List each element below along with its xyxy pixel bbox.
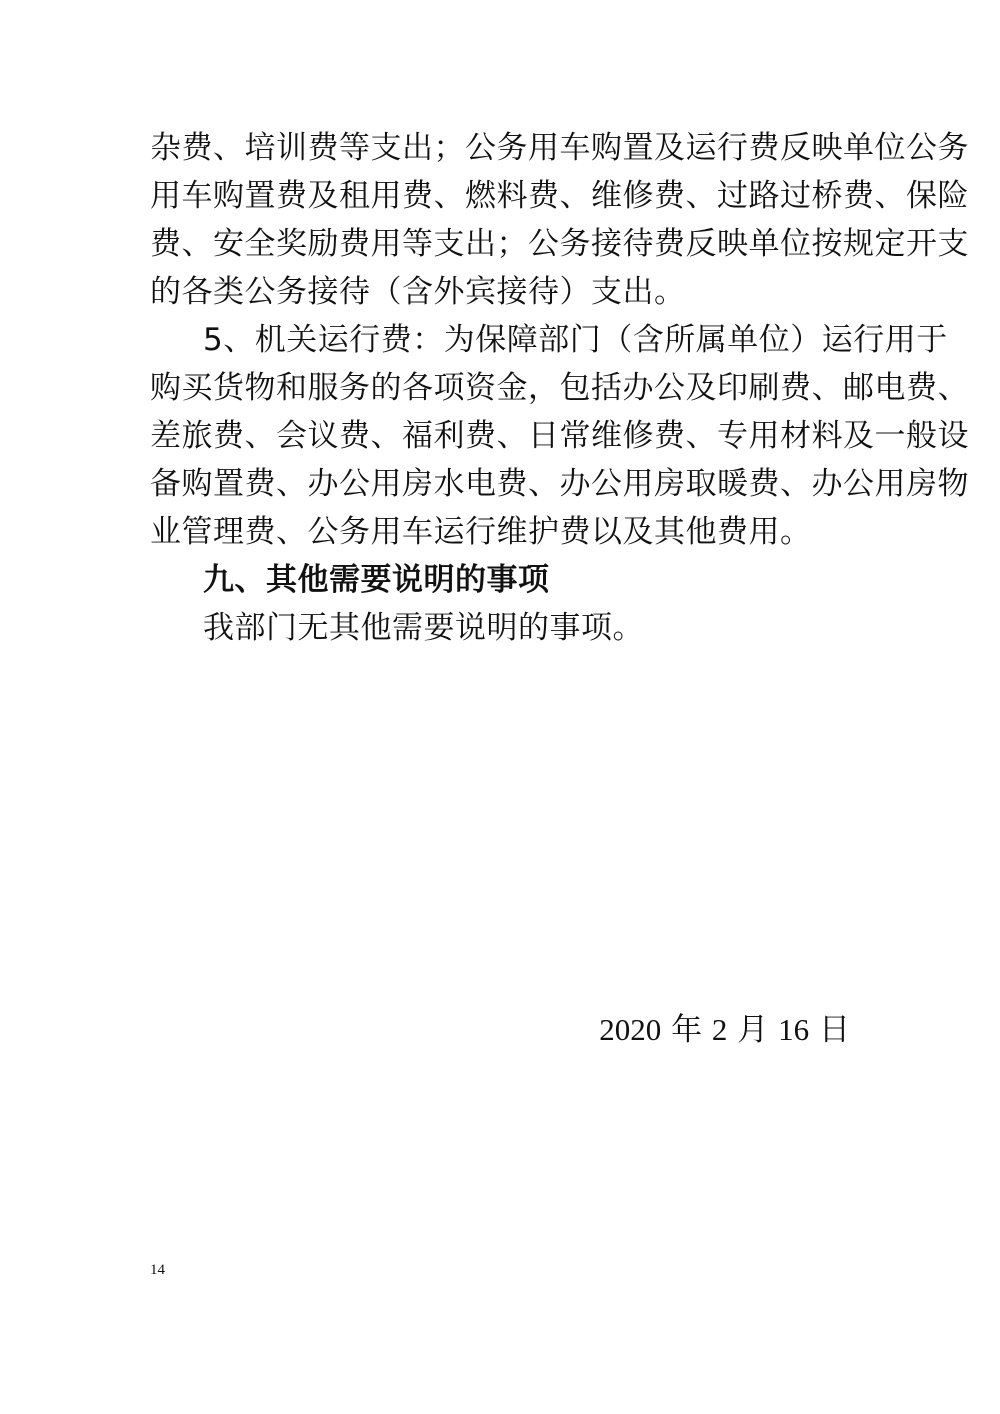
date-month: 2 — [711, 1012, 728, 1047]
paragraph-line: 备购置费、办公用房水电费、办公用房取暖费、办公用房物 — [150, 466, 969, 502]
page-number: 14 — [150, 1262, 165, 1278]
section-text: 我部门无其他需要说明的事项。 — [203, 610, 644, 646]
paragraph-line: 费、安全奖励费用等支出；公务接待费反映单位按规定开支 — [150, 226, 969, 262]
date-year: 2020 — [599, 1012, 662, 1047]
signature-date — [599, 1010, 850, 1050]
paragraph-line: 差旅费、会议费、福利费、日常维修费、专用材料及一般设 — [150, 418, 969, 454]
date-month-unit: 月 — [737, 1012, 769, 1048]
date-year-unit: 年 — [671, 1012, 703, 1048]
paragraph-line: 用车购置费及租用费、燃料费、维修费、过路过桥费、保险 — [150, 178, 969, 214]
paragraph-line: 杂费、培训费等支出；公务用车购置及运行费反映单位公务 — [150, 130, 969, 166]
paragraph-line: 5、机关运行费：为保障部门（含所属单位）运行用于 — [203, 322, 948, 358]
paragraph-line: 购买货物和服务的各项资金，包括办公及印刷费、邮电费、 — [150, 370, 969, 406]
date-day-unit: 日 — [819, 1012, 850, 1048]
paragraph-line: 的各类公务接待（含外宾接待）支出。 — [150, 274, 686, 310]
section-heading: 九、其他需要说明的事项 — [203, 562, 550, 598]
date-day: 16 — [778, 1012, 810, 1047]
paragraph-line: 业管理费、公务用车运行维护费以及其他费用。 — [150, 514, 812, 550]
